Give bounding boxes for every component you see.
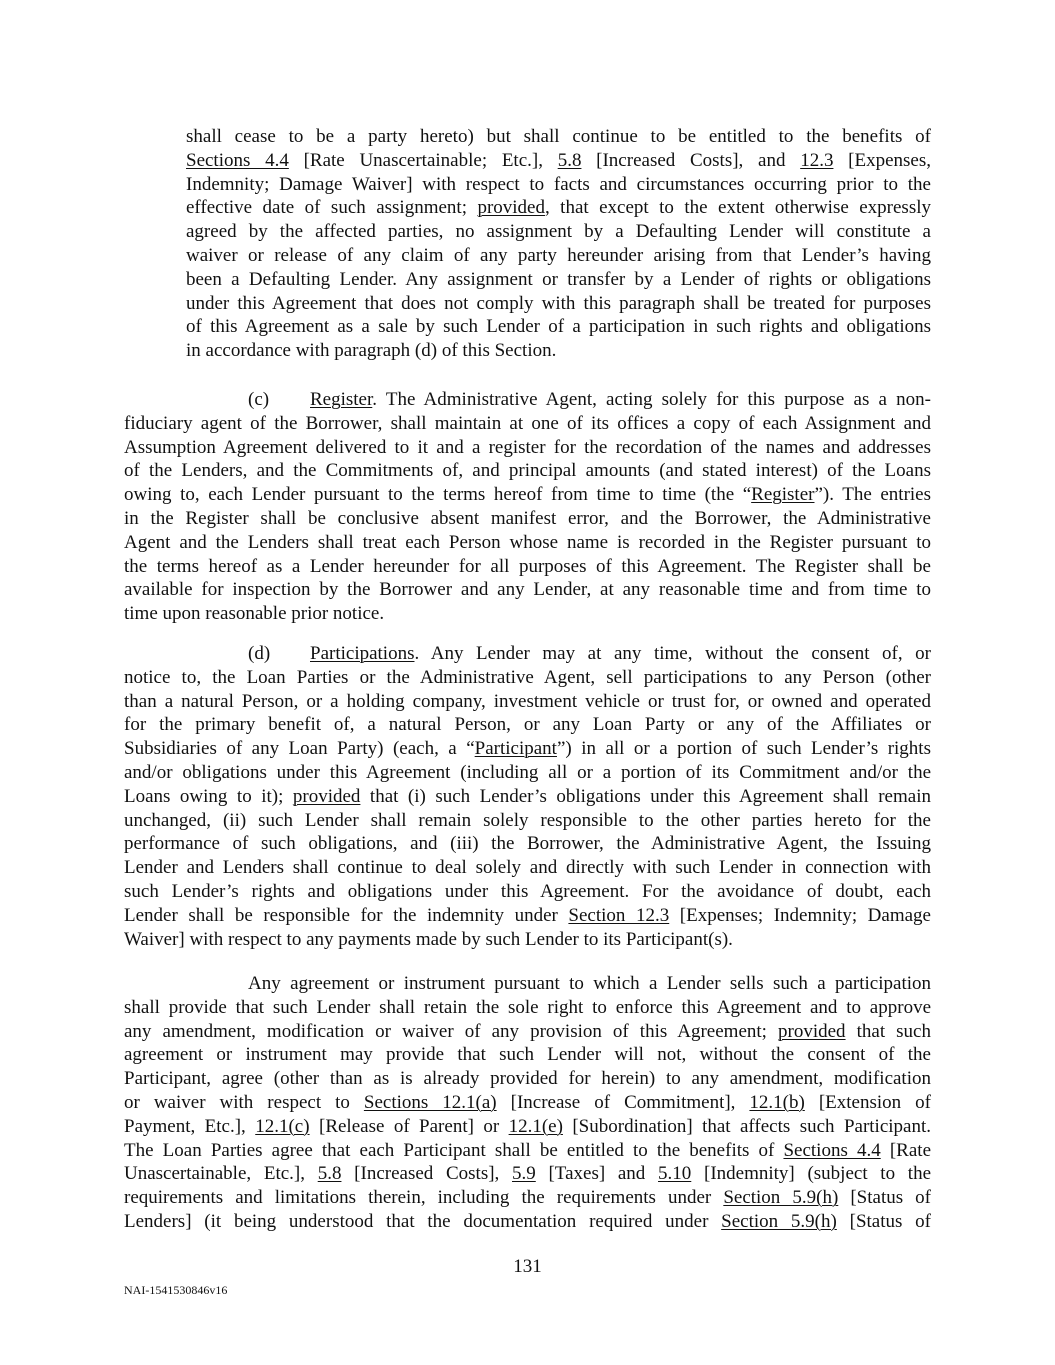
text-line — [124, 904, 931, 928]
text-run: Waiver] with respect to any payments made by such Lender to its Participant(s). — [124, 928, 733, 950]
text-line — [186, 149, 931, 173]
text-run: shall provide that such Lender shall retain the sole right to enforce this Agreement and to approve — [124, 996, 931, 1018]
text-line — [124, 1091, 931, 1115]
text-run: [Taxes] and — [535, 1163, 659, 1185]
text-line — [124, 483, 931, 507]
paragraph-register — [124, 388, 931, 626]
text-run: requirements and limitations therein, including the requirements under — [124, 1187, 724, 1209]
text-run: such Lender’s rights and obligations under this Agreement. For the avoidance of doubt, each — [124, 880, 931, 902]
text-run: Payment, Etc.], — [124, 1115, 256, 1137]
text-line — [124, 666, 931, 690]
text-line — [186, 173, 931, 197]
text-line — [124, 1162, 931, 1186]
text-run: or waiver with respect to — [124, 1091, 364, 1113]
document-id: NAI-1541530846v16 — [124, 1283, 228, 1297]
text-run: of this Agreement as a sale by such Lender of a participation in such rights and obligations — [186, 316, 931, 338]
text-run: Any agreement or instrument pursuant to which a Lender sells such a participation — [248, 973, 931, 994]
text-run: available for inspection by the Borrower and any Lender, at any reasonable time and from time to — [124, 579, 931, 601]
text-run: performance of such obligations, and (iii) the Borrower, the Administrative Agent, the Issuing — [124, 833, 931, 855]
text-run: that (i) such Lender’s obligations under this Agreement shall remain — [360, 785, 931, 807]
text-run: Loans owing to it); — [124, 785, 293, 807]
text-run: time upon reasonable prior notice. — [124, 603, 385, 625]
cross-reference: 12.1(c) — [255, 1115, 310, 1137]
cross-reference: Register — [310, 389, 373, 410]
text-run: Subsidiaries of any Loan Party) (each, a “ — [124, 738, 475, 760]
text-line — [124, 1115, 931, 1139]
cross-reference: Sections 4.4 — [186, 149, 289, 171]
text-line — [124, 880, 931, 904]
text-line — [186, 125, 931, 149]
text-line — [186, 292, 931, 316]
text-run: [Increased Costs], and — [581, 149, 801, 171]
text-run: [Status of — [836, 1210, 931, 1232]
cross-reference: 5.9 — [512, 1163, 536, 1185]
text-line — [124, 785, 931, 809]
text-line — [124, 832, 931, 856]
cross-reference: Register — [751, 484, 815, 506]
text-line — [124, 388, 931, 412]
text-run: agreed by the affected parties, no assignment by a Defaulting Lender will constitute a — [186, 221, 931, 243]
text-line — [124, 928, 931, 952]
text-run: unchanged, (ii) such Lender shall remain solely responsible to the other parties hereto for the — [124, 809, 931, 831]
text-run: any amendment, modification or waiver of any provision of this Agreement; — [124, 1020, 779, 1042]
text-run: of the Lenders, and the Commitments of, and principal amounts (and stated interest) of the Loans — [124, 460, 931, 482]
text-line — [124, 761, 931, 785]
page-number: 131 — [513, 1256, 542, 1277]
text-run: for the primary benefit of, a natural Person, or any Loan Party or any of the Affiliates or — [124, 714, 931, 736]
text-run: [Rate Unascertainable; Etc.], — [288, 149, 558, 171]
text-run: Lenders] (it being understood that the documentation required under — [124, 1210, 722, 1232]
text-run: shall cease to be a party hereto) but shall continue to be entitled to the benefits of — [186, 126, 931, 147]
text-line — [186, 196, 931, 220]
text-run: effective date of such assignment; — [186, 197, 478, 219]
text-run: and/or obligations under this Agreement (including all or a portion of its Commitment and/or the — [124, 761, 931, 783]
text-line — [124, 1139, 931, 1163]
text-run: [Increased Costs], — [341, 1163, 513, 1185]
text-run: [Increase of Commitment], — [496, 1091, 750, 1113]
text-run: waiver or release of any claim of any party hereunder arising from that Lender’s having — [186, 244, 931, 266]
text-run: been a Defaulting Lender. Any assignment or transfer by a Lender of rights or obligations — [186, 268, 931, 290]
text-run: [Indemnity] (subject to the — [691, 1163, 932, 1185]
text-run: ”). The entries — [814, 484, 931, 506]
cross-reference: provided — [477, 197, 545, 219]
text-line — [124, 459, 931, 483]
text-line — [124, 1186, 931, 1210]
text-line — [186, 244, 931, 268]
text-line — [186, 220, 931, 244]
text-line — [124, 996, 931, 1020]
text-run: . Any Lender may at any time, without the consent of, or — [414, 643, 931, 664]
text-run: [Expenses; Indemnity; Damage — [669, 904, 931, 926]
text-line — [124, 1020, 931, 1044]
text-run: owing to, each Lender pursuant to the terms hereof from time to time (the “ — [124, 484, 752, 506]
text-run: Indemnity; Damage Waiver] with respect to facts and circumstances occurring prior to the — [186, 173, 931, 195]
text-run: agreement or instrument may provide that such Lender will not, without the consent of the — [124, 1044, 931, 1066]
cross-reference: 12.3 — [800, 149, 834, 171]
text-line — [124, 602, 931, 626]
text-run: under this Agreement that does not comply with this paragraph shall be treated for purposes — [186, 292, 931, 314]
cross-reference: Section 5.9(h) — [723, 1187, 839, 1209]
text-run: Assumption Agreement delivered to it and a register for the recordation of the names and addresses — [124, 436, 931, 458]
text-line — [186, 315, 931, 339]
paragraph-participation-agreements — [124, 972, 931, 1234]
paragraph-participations — [124, 642, 931, 951]
text-line — [124, 1210, 931, 1234]
section-label: (c) — [248, 389, 270, 410]
text-line — [124, 713, 931, 737]
text-line — [124, 737, 931, 761]
text-run: than a natural Person, or a holding company, investment vehicle or trust for, or owned and operated — [124, 690, 931, 712]
text-line — [124, 555, 931, 579]
cross-reference: Section 12.3 — [568, 904, 670, 926]
cross-reference: Participations — [310, 643, 415, 664]
text-run: [Rate — [880, 1139, 931, 1161]
text-run: Participant, agree (other than as is already provided for herein) to any amendment, modification — [124, 1068, 931, 1090]
text-run: Agent and the Lenders shall treat each Person whose name is recorded in the Register pursuant to — [124, 531, 931, 553]
text-run: the terms hereof as a Lender hereunder for all purposes of this Agreement. The Register shall be — [124, 555, 931, 577]
text-run: Unascertainable, Etc.], — [124, 1163, 318, 1185]
cross-reference: provided — [778, 1020, 846, 1042]
text-run: [Subordination] that affects such Participant. — [562, 1115, 931, 1137]
cross-reference: Participant — [474, 738, 557, 760]
text-line — [124, 578, 931, 602]
text-line — [124, 809, 931, 833]
text-run: Lender shall be responsible for the indemnity under — [124, 904, 569, 926]
text-line — [124, 507, 931, 531]
cross-reference: 5.8 — [557, 149, 582, 171]
cross-reference: 5.8 — [317, 1163, 342, 1185]
text-run: in the Register shall be conclusive absent manifest error, and the Borrower, the Administrative — [124, 507, 931, 529]
text-run: Lender and Lenders shall continue to deal solely and directly with such Lender in connection with — [124, 857, 931, 879]
text-line — [186, 268, 931, 292]
paragraph-continuation — [186, 125, 931, 363]
text-run: . The Administrative Agent, acting solely for this purpose as a non- — [372, 389, 931, 410]
text-run: [Status of — [838, 1187, 932, 1209]
text-run: [Expenses, — [833, 149, 931, 171]
text-run: fiduciary agent of the Borrower, shall maintain at one of its offices a copy of each Assignment and — [124, 412, 931, 434]
text-run: [Release of Parent] or — [309, 1115, 509, 1137]
text-line — [124, 412, 931, 436]
text-line — [124, 1067, 931, 1091]
cross-reference: Sections 12.1(a) — [363, 1091, 497, 1113]
text-line — [124, 972, 931, 996]
text-line — [124, 690, 931, 714]
text-line — [124, 436, 931, 460]
section-label: (d) — [248, 643, 271, 664]
text-line — [124, 856, 931, 880]
cross-reference: Section 5.9(h) — [721, 1210, 837, 1232]
text-line — [124, 531, 931, 555]
cross-reference: Sections 4.4 — [783, 1139, 881, 1161]
text-line — [124, 642, 931, 666]
text-line — [124, 1043, 931, 1067]
text-run: ”) in all or a portion of such Lender’s rights — [556, 738, 931, 760]
cross-reference: 12.1(b) — [749, 1091, 805, 1113]
text-run: that such — [845, 1020, 931, 1042]
text-run: The Loan Parties agree that each Participant shall be entitled to the benefits of — [124, 1139, 784, 1161]
text-run: in accordance with paragraph (d) of this Section. — [186, 340, 557, 362]
cross-reference: 12.1(e) — [508, 1115, 563, 1137]
cross-reference: 5.10 — [658, 1163, 692, 1185]
text-run: , that except to the extent otherwise expressly — [544, 197, 931, 219]
cross-reference: provided — [292, 785, 361, 807]
text-run: notice to, the Loan Parties or the Administrative Agent, sell participations to any Person (other — [124, 666, 931, 688]
text-run: [Extension of — [804, 1091, 931, 1113]
text-line — [186, 339, 931, 363]
